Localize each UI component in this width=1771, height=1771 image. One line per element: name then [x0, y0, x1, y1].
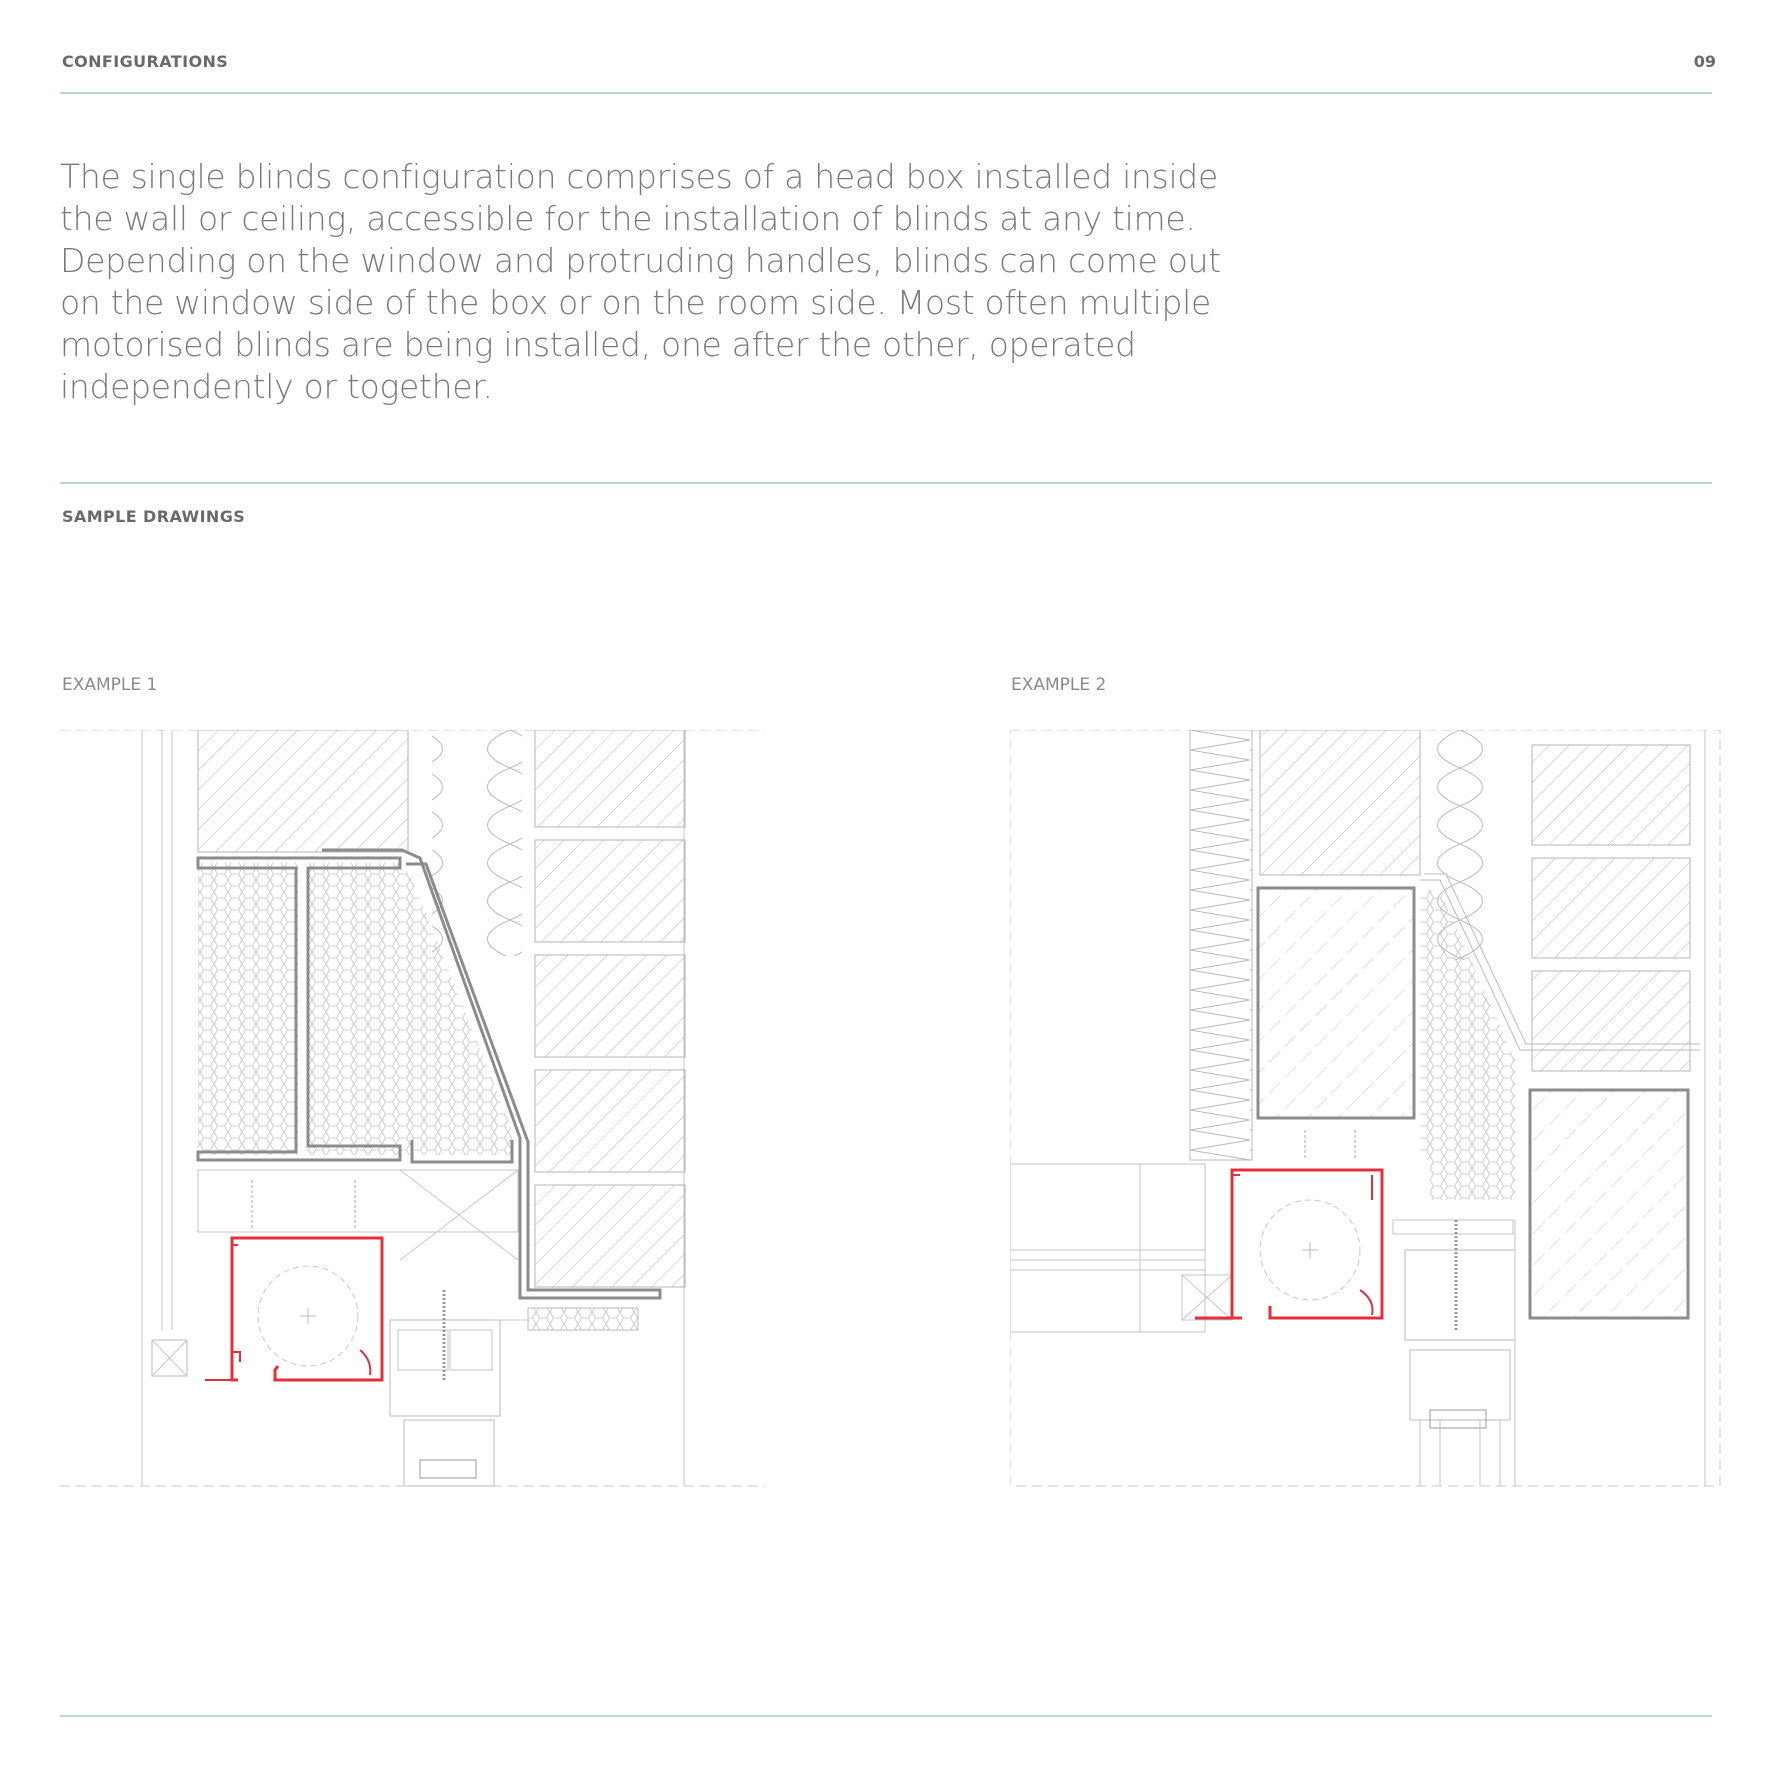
lintel-block [1258, 888, 1414, 1118]
example-2-drawing [1010, 730, 1730, 1490]
example-2-label: EXAMPLE 2 [1011, 675, 1107, 695]
outer-lintel-block [1530, 1090, 1688, 1318]
example-1-drawing [60, 730, 770, 1490]
concrete-slab [1260, 730, 1420, 875]
sample-drawings-heading: SAMPLE DRAWINGS [62, 507, 246, 526]
insulation [432, 730, 522, 956]
blind-head-box [1195, 1170, 1382, 1318]
concrete-slab [198, 730, 408, 852]
header-rule [60, 92, 1712, 94]
page-number: 09 [1693, 52, 1716, 71]
blind-head-box [232, 1238, 382, 1380]
section-title: CONFIGURATIONS [62, 52, 229, 71]
inner-insulation [1190, 730, 1252, 1160]
section-rule [60, 482, 1712, 484]
intro-paragraph: The single blinds configuration comprises of a head box installed inside the wall or ceiling, accessible for the installation of blinds at any time. Depending on the window and protruding handles, blinds can come out on the window side of the box or on the room side. Most often multiple motorised blinds are being installed, one after the other, operated independently or together. [60, 157, 1221, 406]
footer-rule [60, 1715, 1712, 1717]
example-1-label: EXAMPLE 1 [62, 675, 158, 695]
